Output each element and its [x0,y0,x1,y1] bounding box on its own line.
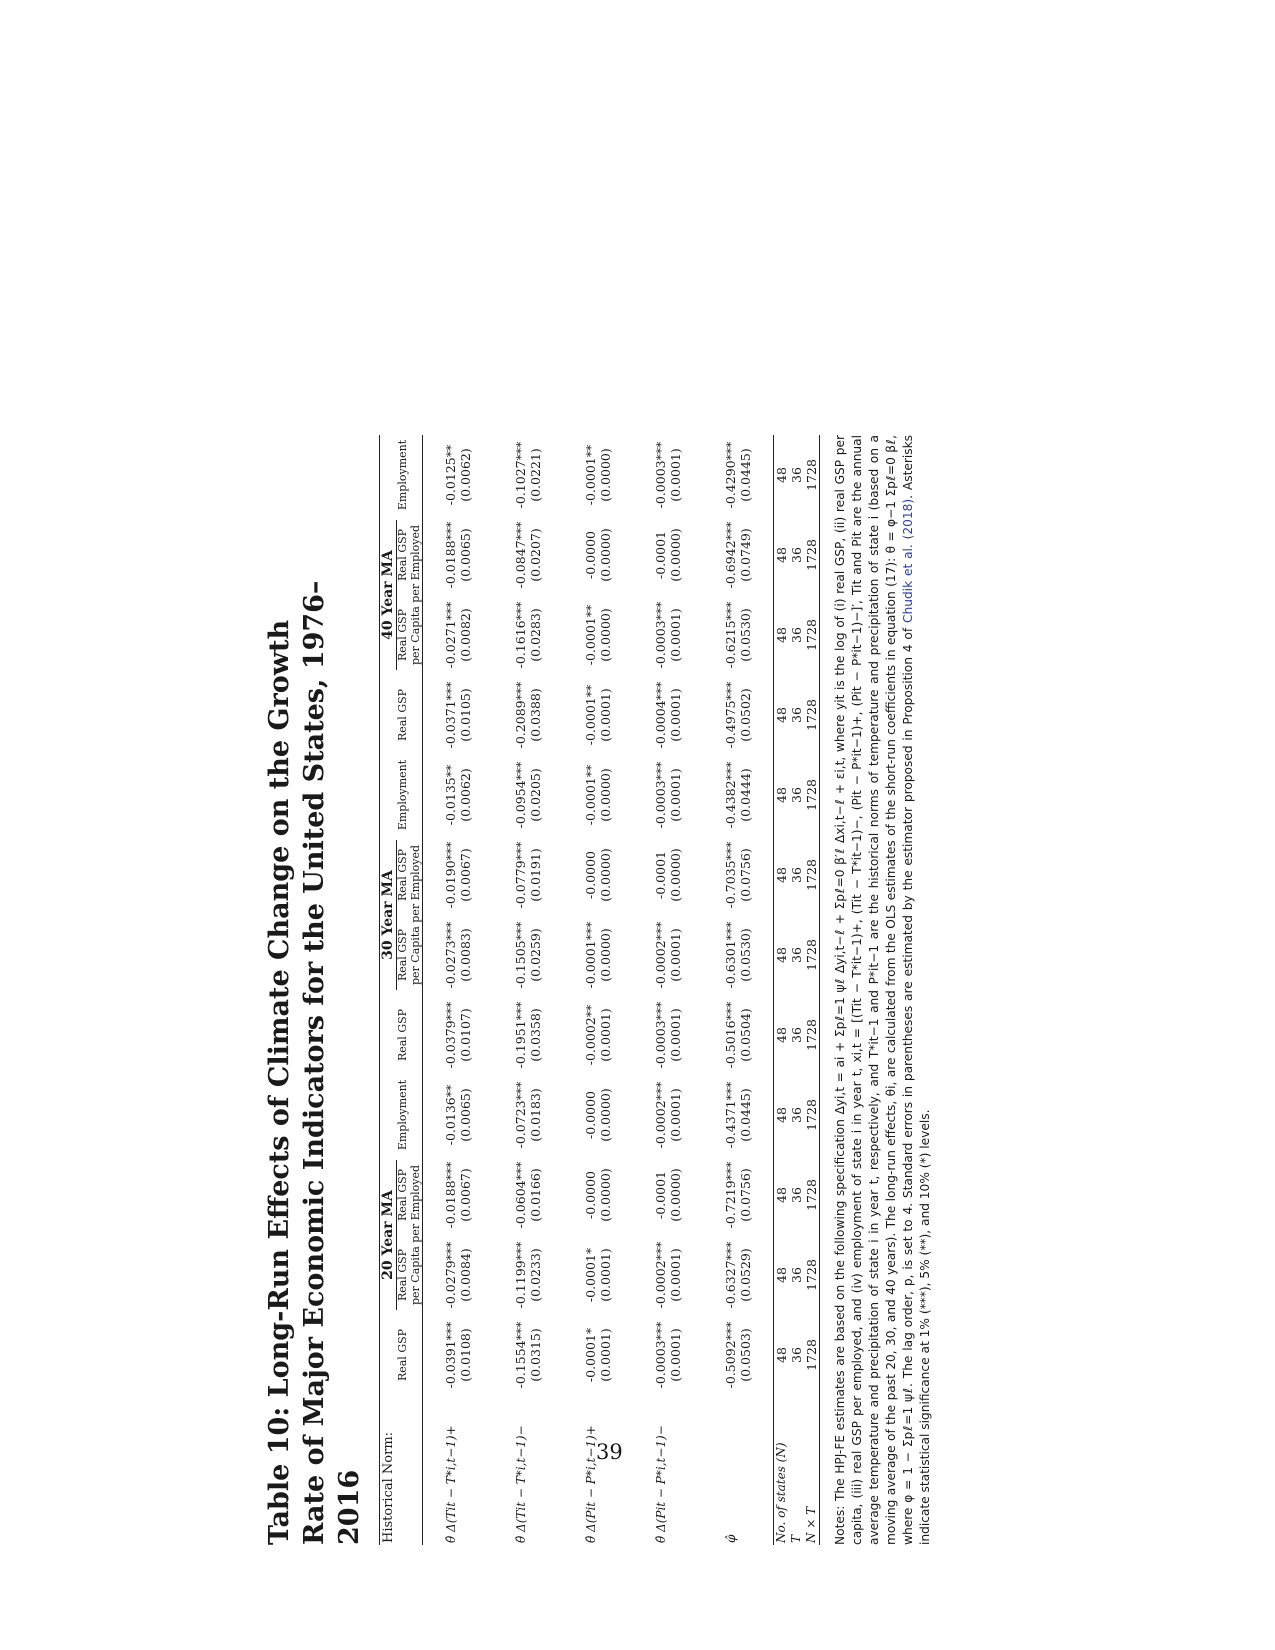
obs-cell: 36 [789,1187,804,1203]
column-header: Real GSP [396,528,409,582]
column-header-span: per Capita per Employed [409,1155,423,1315]
standard-error-cell: (0.0530) [738,608,753,662]
header-row-span [409,435,423,1545]
standard-error-cell: (0.0000) [598,928,613,982]
obs-cell: 36 [789,1107,804,1123]
standard-error-cell: (0.0756) [738,848,753,902]
coefficient-cell: -0.0002*** [653,1081,668,1149]
coefficient-cell: -0.0604*** [513,1161,528,1229]
coefficient-cell: -0.0391*** [443,1321,458,1389]
standard-error-cell: (0.0000) [598,848,613,902]
standard-error-cell: (0.0259) [528,928,543,982]
group-header [380,755,397,1075]
table-row [493,435,528,1545]
coefficient-cell: -0.0001** [583,444,598,506]
standard-error-cell: (0.0445) [738,448,753,502]
obs-cell: 48 [774,435,790,515]
standard-error-cell: (0.0445) [738,1088,753,1142]
header-row-columns [396,435,409,1545]
coefficient-cell: -0.0000 [583,851,598,899]
standard-error-cell: (0.0001) [668,448,683,502]
row-label-spacer [738,1395,774,1545]
coefficient-cell: -0.0954*** [513,761,528,829]
row-label-spacer [598,1395,633,1545]
standard-error-cell: (0.0001) [598,688,613,742]
obs-cell: 36 [789,787,804,803]
row-label-spacer [528,1395,563,1545]
coefficient-cell: -0.7219*** [723,1161,738,1229]
coefficient-cell: -0.0379*** [443,1001,458,1069]
header-spacer [396,1395,409,1545]
column-header: Real GSP [396,688,409,742]
standard-error-cell: (0.0001) [668,768,683,822]
column-header: Employment [396,759,409,831]
standard-error-cell: (0.0503) [738,1328,753,1382]
notes-tail: . Asterisks indicate statistical significance at 1% (***), 5% (**), and 10% (*) levels. [901,434,932,1545]
coefficient-cell: -0.0371*** [443,681,458,749]
standard-error-cell: (0.0083) [458,928,473,982]
column-header-span: per Capita per Employed [409,835,423,995]
coefficient-cell: -0.0001** [583,604,598,666]
standard-error-cell: (0.0529) [738,1248,753,1302]
coefficient-cell: -0.0000 [583,1091,598,1139]
obs-cell: 48 [774,755,790,835]
column-header: Employment [396,1079,409,1151]
coefficient-cell: -0.6301*** [723,921,738,989]
standard-error-cell: (0.0001) [668,1248,683,1302]
standard-error-cell: (0.0108) [458,1328,473,1382]
standard-error-cell: (0.0315) [528,1328,543,1382]
coefficient-cell: -0.1616*** [513,601,528,669]
coefficient-cell: -0.0279*** [443,1241,458,1309]
standard-error-cell: (0.0000) [598,1088,613,1142]
obs-cell: 48 [774,835,790,915]
header-spacer [409,1315,423,1395]
coefficient-cell: -0.1027*** [513,441,528,509]
column-header: Real GSP [396,1008,409,1062]
coefficient-cell: -0.0190*** [443,841,458,909]
coefficient-cell: -0.4371*** [723,1081,738,1149]
standard-error-cell: (0.0067) [458,1168,473,1222]
coefficient-cell: -0.6215*** [723,601,738,669]
table-row-se [738,435,774,1545]
obs-cell: 36 [789,947,804,963]
coefficient-cell: -0.0001* [583,1247,598,1303]
obs-cell: 48 [774,1155,790,1235]
obs-cell: 1728 [804,1235,820,1315]
coefficient-cell: -0.0001 [653,531,668,579]
obs-cell: 1728 [804,435,820,515]
coefficient-cell: -0.0002*** [653,921,668,989]
standard-error-cell: (0.0530) [738,928,753,982]
obs-cell: 36 [789,467,804,483]
standard-error-cell: (0.0756) [738,1168,753,1222]
obs-row-label: No. of states (N) [774,1395,790,1545]
row-label-spacer [668,1395,703,1545]
notes-text: Notes: The HPJ-FE estimates are based on the following specification Δyi,t = ai + Σpℓ=1 ψℓ Δyi,t−ℓ + Σpℓ=0 β′ℓ Δxi,t−ℓ + εi,t, where yit is the log of (i) real GSP, (ii) real GSP per capita, (iii) real GSP per employed, and (iv) employment of state i in year t, xi,t = [(Tit − T*it−1)+, (Tit − T*it−1)−, (Pit − P*it−1)+, (Pit − P*it−1)−]′, Tit and Pit are the annual average temperature and precipitation of state i in year t, respectively, and T*it−1 and P*it−1 are the historical norms of temperature and precipitation of state i (based on a moving average of the past 20, 30, and 40 years). The long-run effects, θi, are calculated from the OLS estimates of the short-run coefficients in equation (17): θ = φ−1 Σpℓ=0 βℓ, where φ = 1 − Σpℓ=1 ψℓ. The lag order, p, is set to 4. Standard errors in parentheses are estimated by the estimator proposed in Proposition 4 of [833,435,915,1545]
header-spacer [409,435,423,515]
standard-error-cell: (0.0001) [668,1008,683,1062]
coefficient-cell: -0.0125** [443,444,458,506]
standard-error-cell: (0.0001) [668,1328,683,1382]
obs-cell: 36 [789,1347,804,1363]
coefficient-cell: -0.1951*** [513,1001,528,1069]
obs-cell: 1728 [804,1155,820,1235]
table-row [563,435,598,1545]
table-row [423,435,459,1545]
coefficient-cell: -0.0000 [583,1171,598,1219]
obs-cell: 36 [789,1027,804,1043]
standard-error-cell: (0.0001) [598,1328,613,1382]
citation-link[interactable]: Chudik et al. (2018) [901,498,915,624]
standard-error-cell: (0.0082) [458,608,473,662]
obs-cell: 48 [774,915,790,995]
group-header-label: 30 Year MA [380,840,397,990]
table-row [703,435,738,1545]
coefficient-cell: -0.0135** [443,764,458,826]
coefficient-cell: -0.0001*** [583,921,598,989]
obs-cell: 48 [774,1075,790,1155]
header-row-groups [380,435,397,1545]
coefficient-cell: -0.1554*** [513,1321,528,1389]
coefficient-cell: -0.0003*** [653,441,668,509]
standard-error-cell: (0.0000) [598,768,613,822]
standard-error-cell: (0.0000) [598,608,613,662]
historical-norm-label: Historical Norm: [380,1395,397,1545]
row-label-spacer [458,1395,493,1545]
standard-error-cell: (0.0084) [458,1248,473,1302]
standard-error-cell: (0.0001) [668,1088,683,1142]
coefficient-cell: -0.4975*** [723,681,738,749]
coefficient-cell: -0.0847*** [513,521,528,589]
standard-error-cell: (0.0191) [528,848,543,902]
coefficient-cell: -0.0188*** [443,1161,458,1229]
obs-cell: 48 [774,1315,790,1395]
standard-error-cell: (0.0107) [458,1008,473,1062]
standard-error-cell: (0.0001) [598,1008,613,1062]
coefficient-cell: -0.6942*** [723,521,738,589]
group-header-label: 20 Year MA [380,1160,397,1310]
column-header: Real GSP [396,608,409,662]
obs-cell: 36 [789,627,804,643]
standard-error-cell: (0.0001) [668,688,683,742]
standard-error-cell: (0.0001) [668,928,683,982]
coefficient-cell: -0.1199*** [513,1241,528,1309]
standard-error-cell: (0.0001) [598,1248,613,1302]
header-spacer [409,1075,423,1155]
coefficient-cell: -0.0004*** [653,681,668,749]
coefficient-cell: -0.0779*** [513,841,528,909]
column-header: Real GSP [396,928,409,982]
coefficient-cell: -0.0001* [583,1327,598,1383]
coefficient-cell: -0.5092*** [723,1321,738,1389]
obs-cell: 1728 [804,675,820,755]
standard-error-cell: (0.0749) [738,528,753,582]
table-row-se [458,435,493,1545]
obs-cell: 48 [774,675,790,755]
coefficient-cell: -0.2089*** [513,681,528,749]
obs-cell: 48 [774,595,790,675]
coefficient-cell: -0.5016*** [723,1001,738,1069]
obs-cell: 1728 [804,1315,820,1395]
header-spacer [409,995,423,1075]
coefficient-cell: -0.0001** [583,764,598,826]
standard-error-cell: (0.0166) [528,1168,543,1222]
row-label: θ̂ Δ(Pit − P*i,t−1)− [653,1425,668,1543]
standard-error-cell: (0.0504) [738,1008,753,1062]
standard-error-cell: (0.0062) [458,448,473,502]
standard-error-cell: (0.0358) [528,1008,543,1062]
column-header-span: per Capita per Employed [409,515,423,675]
standard-error-cell: (0.0183) [528,1088,543,1142]
header-spacer [409,755,423,835]
standard-error-cell: (0.0000) [598,448,613,502]
coefficient-cell: -0.0003*** [653,761,668,829]
standard-error-cell: (0.0233) [528,1248,543,1302]
coefficient-cell: -0.0136** [443,1084,458,1146]
obs-row [804,435,820,1545]
obs-cell: 1728 [804,1075,820,1155]
obs-cell: 36 [789,867,804,883]
standard-error-cell: (0.0388) [528,688,543,742]
coefficient-cell: -0.0000 [583,531,598,579]
table-row-se [528,435,563,1545]
column-header: Real GSP [396,1168,409,1222]
obs-cell: 1728 [804,835,820,915]
coefficient-cell: -0.4382*** [723,761,738,829]
obs-cell: 1728 [804,515,820,595]
obs-cell: 1728 [804,755,820,835]
standard-error-cell: (0.0205) [528,768,543,822]
coefficient-cell: -0.7035*** [723,841,738,909]
header-spacer [409,1395,423,1545]
standard-error-cell: (0.0502) [738,688,753,742]
row-label: φ̂ [723,1534,738,1543]
coefficient-cell: -0.1505*** [513,921,528,989]
standard-error-cell: (0.0065) [458,1088,473,1142]
standard-error-cell: (0.0221) [528,448,543,502]
column-header: Employment [396,439,409,511]
standard-error-cell: (0.0000) [598,1168,613,1222]
header-spacer [409,675,423,755]
coefficient-cell: -0.0723*** [513,1081,528,1149]
coefficient-cell: -0.0001 [653,1171,668,1219]
obs-cell: 1728 [804,595,820,675]
group-header [380,435,397,755]
coefficient-cell: -0.0273*** [443,921,458,989]
standard-error-cell: (0.0283) [528,608,543,662]
obs-row-label: N × T [804,1395,820,1545]
obs-cell: 48 [774,995,790,1075]
obs-cell: 48 [774,1235,790,1315]
page-number: 39 [596,1440,623,1464]
results-table [379,435,820,1545]
row-label: θ̂ Δ(Pit − P*i,t−1)+ [583,1425,598,1543]
standard-error-cell: (0.0062) [458,768,473,822]
column-header: Real GSP [396,1328,409,1382]
coefficient-cell: -0.0002*** [653,1241,668,1309]
standard-error-cell: (0.0001) [668,608,683,662]
table-row-se [668,435,703,1545]
coefficient-cell: -0.0001 [653,851,668,899]
group-header-label: 40 Year MA [380,520,397,670]
coefficient-cell: -0.0271*** [443,601,458,669]
obs-cell: 1728 [804,915,820,995]
standard-error-cell: (0.0444) [738,768,753,822]
coefficient-cell: -0.0002** [583,1004,598,1066]
coefficient-cell: -0.0003*** [653,1321,668,1389]
table-notes [832,435,934,1545]
table-row-se [598,435,633,1545]
row-label: θ̂ Δ(Tit − T*i,t−1)− [513,1425,528,1543]
standard-error-cell: (0.0105) [458,688,473,742]
standard-error-cell: (0.0065) [458,528,473,582]
row-label: θ̂ Δ(Tit − T*i,t−1)+ [443,1425,458,1543]
rotated-page-content [262,150,997,1545]
standard-error-cell: (0.0067) [458,848,473,902]
coefficient-cell: -0.4290*** [723,441,738,509]
obs-row [789,435,804,1545]
standard-error-cell: (0.0000) [598,528,613,582]
coefficient-cell: -0.0001** [583,684,598,746]
standard-error-cell: (0.0000) [668,528,683,582]
column-header: Real GSP [396,1248,409,1302]
coefficient-cell: -0.0003*** [653,1001,668,1069]
table-row [633,435,668,1545]
coefficient-cell: -0.0188*** [443,521,458,589]
standard-error-cell: (0.0000) [668,848,683,902]
obs-cell: 1728 [804,995,820,1075]
obs-cell: 36 [789,1267,804,1283]
obs-row-label: T [789,1534,803,1543]
group-header [380,1075,397,1395]
table-caption: Table 10: Long-Run Effects of Climate Change on the Growth Rate of Major Economic Indicators for the United States, 1976–2016 [264,580,365,1545]
coefficient-cell: -0.0003*** [653,601,668,669]
standard-error-cell: (0.0207) [528,528,543,582]
column-header: Real GSP [396,848,409,902]
obs-row [774,435,790,1545]
obs-cell: 36 [789,707,804,723]
standard-error-cell: (0.0000) [668,1168,683,1222]
obs-cell: 36 [789,547,804,563]
obs-cell: 48 [774,515,790,595]
coefficient-cell: -0.6327*** [723,1241,738,1309]
